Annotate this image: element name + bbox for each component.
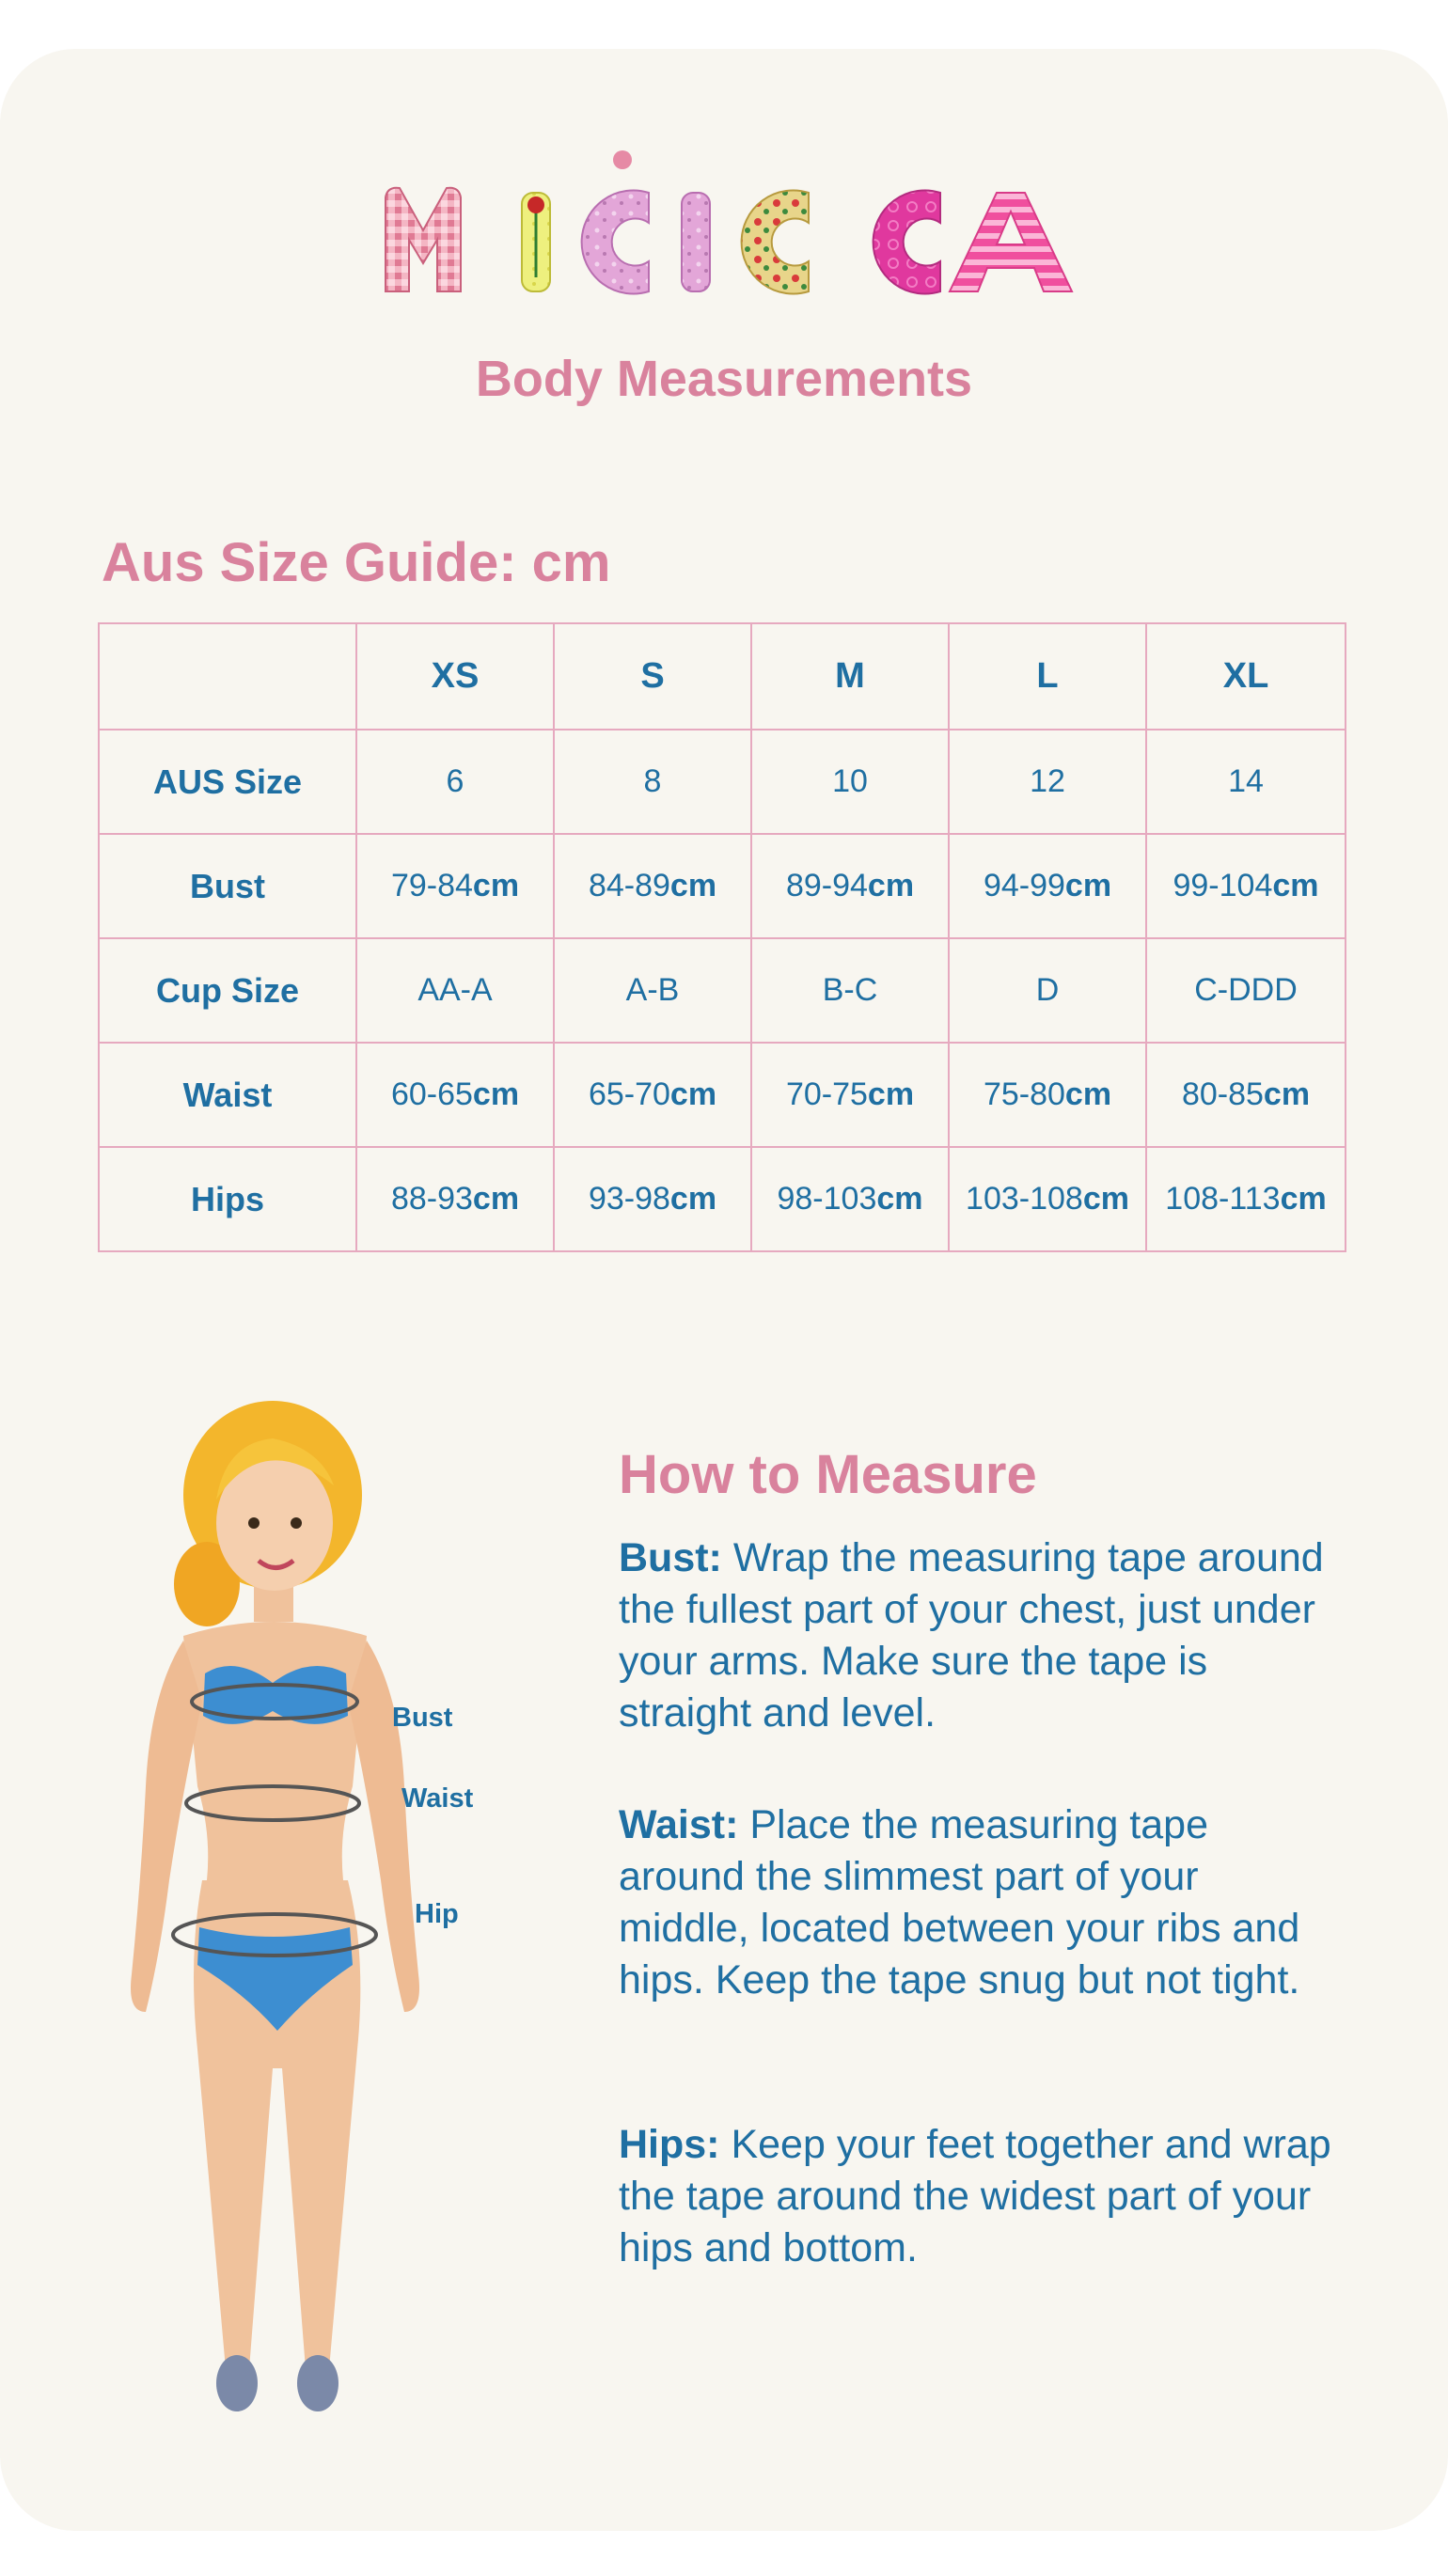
table-cell: 75-80cm <box>949 1043 1146 1147</box>
column-header: XL <box>1146 623 1346 730</box>
table-cell: 108-113cm <box>1146 1147 1346 1251</box>
bust-instructions <box>619 1532 1333 1739</box>
table-corner-cell <box>99 623 356 730</box>
table-row <box>99 730 1346 834</box>
table-cell: 84-89cm <box>554 834 751 938</box>
table-cell: 94-99cm <box>949 834 1146 938</box>
table-cell: C-DDD <box>1146 938 1346 1043</box>
bust-instructions-text: Wrap the measuring tape around the fullest part of your chest, just under your arms. Make sure the tape is straight and level. <box>619 1535 1324 1736</box>
row-label: Cup Size <box>99 938 356 1043</box>
table-cell: AA-A <box>356 938 554 1043</box>
column-header: S <box>554 623 751 730</box>
table-cell: 12 <box>949 730 1146 834</box>
how-to-measure-title: How to Measure <box>619 1444 1037 1505</box>
table-cell: 10 <box>751 730 949 834</box>
hips-instructions-label: Hips: <box>619 2122 720 2167</box>
table-cell: 80-85cm <box>1146 1043 1346 1147</box>
table-row <box>99 834 1346 938</box>
table-header-row <box>99 623 1346 730</box>
table-cell: 14 <box>1146 730 1346 834</box>
row-label: Waist <box>99 1043 356 1147</box>
column-header: M <box>751 623 949 730</box>
table-cell: 103-108cm <box>949 1147 1146 1251</box>
table-cell: 89-94cm <box>751 834 949 938</box>
waist-instructions-text: Place the measuring tape around the slimmest part of your middle, located between your ribs and hips. Keep the tape snug but not tight. <box>619 1802 1300 2003</box>
table-cell: 88-93cm <box>356 1147 554 1251</box>
table-cell: 8 <box>554 730 751 834</box>
table-cell: 65-70cm <box>554 1043 751 1147</box>
figure-label-waist: Waist <box>401 1783 474 1814</box>
row-label: AUS Size <box>99 730 356 834</box>
hips-instructions-text: Keep your feet together and wrap the tape around the widest part of your hips and bottom. <box>619 2122 1331 2270</box>
table-cell: 6 <box>356 730 554 834</box>
table-cell: 93-98cm <box>554 1147 751 1251</box>
micicca-logo <box>0 141 1448 320</box>
table-cell: 79-84cm <box>356 834 554 938</box>
table-row <box>99 1147 1346 1251</box>
table-cell: A-B <box>554 938 751 1043</box>
column-header: XS <box>356 623 554 730</box>
waist-instructions-label: Waist: <box>619 1802 739 1847</box>
page-subtitle: Body Measurements <box>475 351 973 407</box>
bust-instructions-label: Bust: <box>619 1535 722 1580</box>
body-figure-illustration <box>94 1391 527 2473</box>
table-row <box>99 938 1346 1043</box>
table-cell: D <box>949 938 1146 1043</box>
size-guide-title: Aus Size Guide: cm <box>102 532 611 593</box>
table-cell: 60-65cm <box>356 1043 554 1147</box>
table-cell: B-C <box>751 938 949 1043</box>
table-cell: 99-104cm <box>1146 834 1346 938</box>
hips-instructions <box>619 2119 1333 2274</box>
size-table <box>98 622 1346 1252</box>
waist-instructions <box>619 1799 1333 2006</box>
column-header: L <box>949 623 1146 730</box>
row-label: Bust <box>99 834 356 938</box>
figure-label-bust: Bust <box>392 1703 453 1733</box>
table-cell: 98-103cm <box>751 1147 949 1251</box>
figure-drawing <box>94 1391 527 2473</box>
figure-label-hip: Hip <box>415 1899 459 1929</box>
row-label: Hips <box>99 1147 356 1251</box>
table-row <box>99 1043 1346 1147</box>
table-cell: 70-75cm <box>751 1043 949 1147</box>
